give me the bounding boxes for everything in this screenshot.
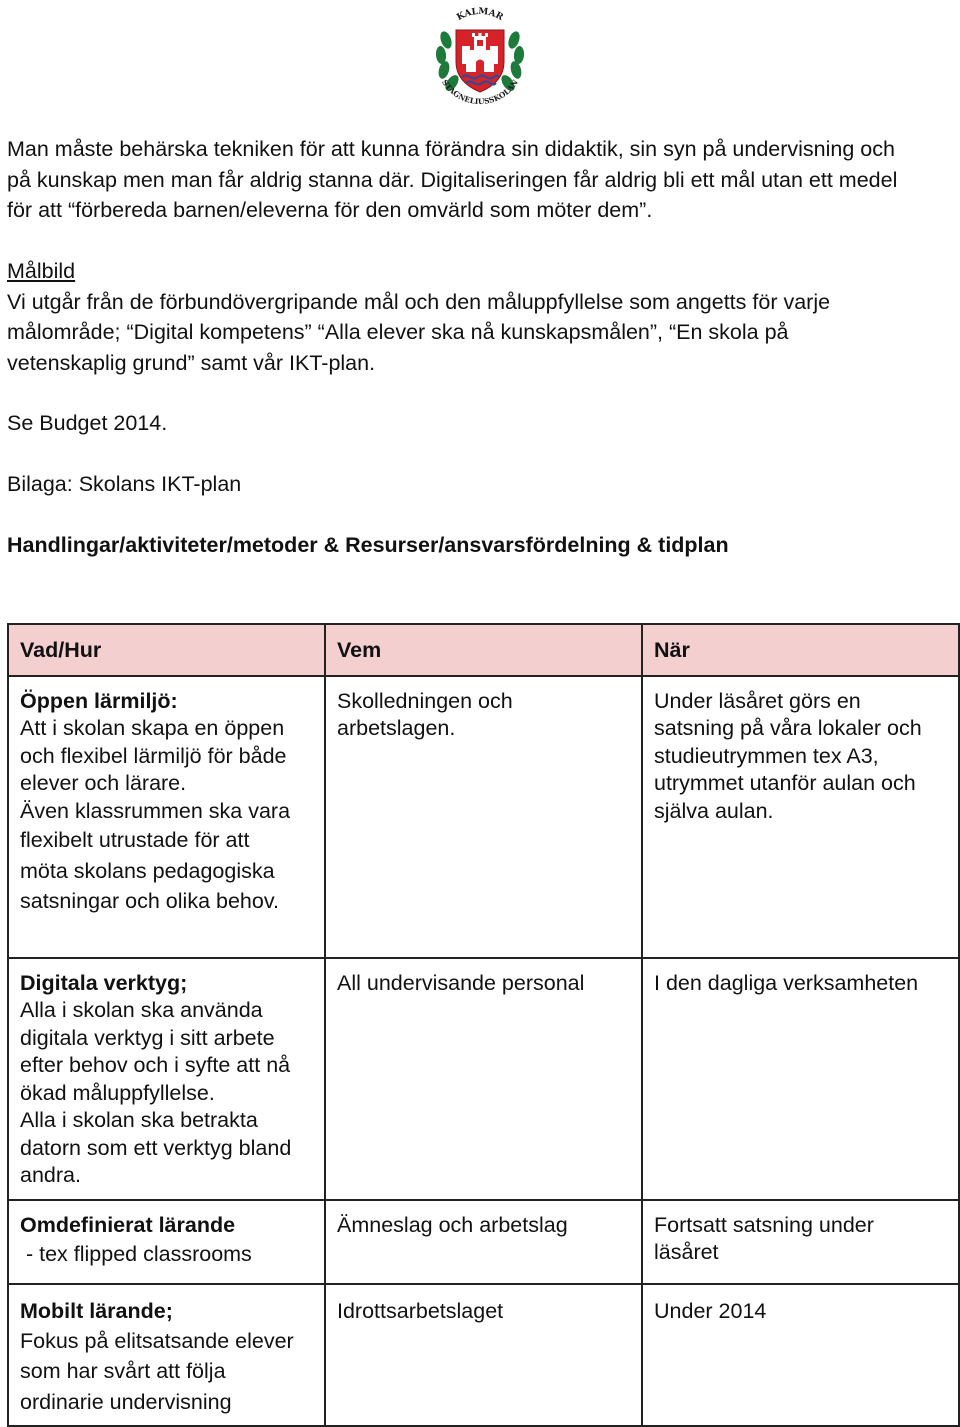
row-desc-line: Att i skolan skapa en öppen (20, 716, 285, 740)
row-title: Digitala verktyg; (20, 970, 188, 995)
cell-vem (325, 1200, 642, 1284)
row-desc-line: - tex flipped classrooms (20, 1242, 252, 1266)
logo-top-text: KALMAR (455, 6, 505, 24)
malbild-section (7, 256, 957, 378)
row-desc-line: ökad måluppfyllelse. (20, 1080, 215, 1105)
nar-line: satsning på våra lokaler och (654, 716, 922, 740)
budget-note: Se Budget 2014. (7, 411, 168, 435)
row-desc-line: elever och lärare. (20, 771, 187, 795)
intro-paragraph (7, 134, 957, 226)
malbild-heading: Målbild (7, 259, 76, 283)
cell-nar (642, 1284, 959, 1427)
row-desc-line: Alla i skolan ska använda (20, 998, 263, 1022)
intro-line: Man måste behärska tekniken för att kunna förändra sin didaktik, sin syn på undervisning och (7, 137, 895, 161)
row-desc-line: satsningar och olika behov. (20, 889, 279, 913)
cell-vad (8, 1200, 325, 1284)
row-desc-line: ordinarie undervisning (20, 1389, 232, 1414)
header-vad: Vad/Hur (8, 624, 325, 676)
row-desc-line: Fokus på elitsatsande elever (20, 1328, 294, 1353)
cell-nar (642, 676, 959, 958)
nar-line: läsåret (654, 1240, 719, 1264)
svg-text:KALMAR (455, 7, 505, 24)
row-title: Omdefinierat lärande (20, 1212, 236, 1237)
header-vem: Vem (325, 624, 642, 676)
nar-line: utrymmet utanför aulan och (654, 771, 916, 795)
nar-line: Fortsatt satsning under (654, 1212, 874, 1237)
nar-line: studieutrymmen tex A3, (654, 743, 879, 768)
malbild-line: Vi utgår från de förbundövergripande mål och den måluppfyllelse som angetts för varje (7, 289, 831, 314)
action-plan-table (7, 623, 960, 1427)
table-row (8, 1200, 959, 1284)
row-desc-line: flexibelt utrustade för att (20, 828, 250, 852)
cell-vem (325, 958, 642, 1200)
row-desc-line: Alla i skolan ska betrakta (20, 1108, 258, 1132)
table-row (8, 1284, 959, 1427)
vem-line: Idrottsarbetslaget (337, 1298, 504, 1323)
row-desc-line: andra. (20, 1163, 81, 1187)
row-desc-line: som har svårt att följa (20, 1359, 226, 1383)
nar-line: Under läsåret görs en (654, 688, 861, 713)
cell-vad (8, 1284, 325, 1427)
row-title: Mobilt lärande; (20, 1298, 173, 1323)
table-row (8, 676, 959, 958)
section-heading: Handlingar/aktiviteter/metoder & Resurser/ansvarsfördelning & tidplan (7, 533, 729, 557)
cell-nar (642, 958, 959, 1200)
row-title: Öppen lärmiljö: (20, 688, 178, 713)
vem-line: All undervisande personal (337, 970, 585, 995)
intro-line: för att “förbereda barnen/eleverna för den omvärld som möter dem”. (7, 198, 653, 222)
cell-vad (8, 676, 325, 958)
cell-vem (325, 1284, 642, 1427)
table-header-row (8, 624, 959, 676)
logo-bottom-text: STAGNELIUSSKOLAN (440, 78, 520, 107)
row-desc-line: efter behov och i syfte att nå (20, 1053, 291, 1077)
malbild-line: vetenskaplig grund” samt vår IKT-plan. (7, 350, 376, 375)
vem-line: Ämneslag och arbetslag (337, 1212, 568, 1237)
row-desc-line: och flexibel lärmiljö för både (20, 743, 287, 768)
nar-line: själva aulan. (654, 798, 774, 823)
table-row (8, 958, 959, 1200)
school-logo-icon (428, 0, 532, 108)
cell-vad (8, 958, 325, 1200)
cell-vem (325, 676, 642, 958)
vem-line: arbetslagen. (337, 716, 456, 740)
row-desc-line: datorn som ett verktyg bland (20, 1135, 292, 1160)
header-nar: När (642, 624, 959, 676)
row-desc-line: digitala verktyg i sitt arbete (20, 1025, 275, 1050)
vem-line: Skolledningen och (337, 688, 513, 713)
row-desc-line: Även klassrummen ska vara (20, 798, 291, 823)
cell-nar (642, 1200, 959, 1284)
attachment-note: Bilaga: Skolans IKT-plan (7, 472, 242, 496)
malbild-line: målområde; “Digital kompetens” “Alla elever ska nå kunskapsmålen”, “En skola på (7, 320, 789, 344)
intro-line: på kunskap men man får aldrig stanna där. Digitaliseringen får aldrig bli ett mål utan ett medel (7, 167, 898, 192)
nar-line: I den dagliga verksamheten (654, 970, 919, 995)
row-desc-line: möta skolans pedagogiska (20, 858, 275, 883)
nar-line: Under 2014 (654, 1298, 767, 1323)
